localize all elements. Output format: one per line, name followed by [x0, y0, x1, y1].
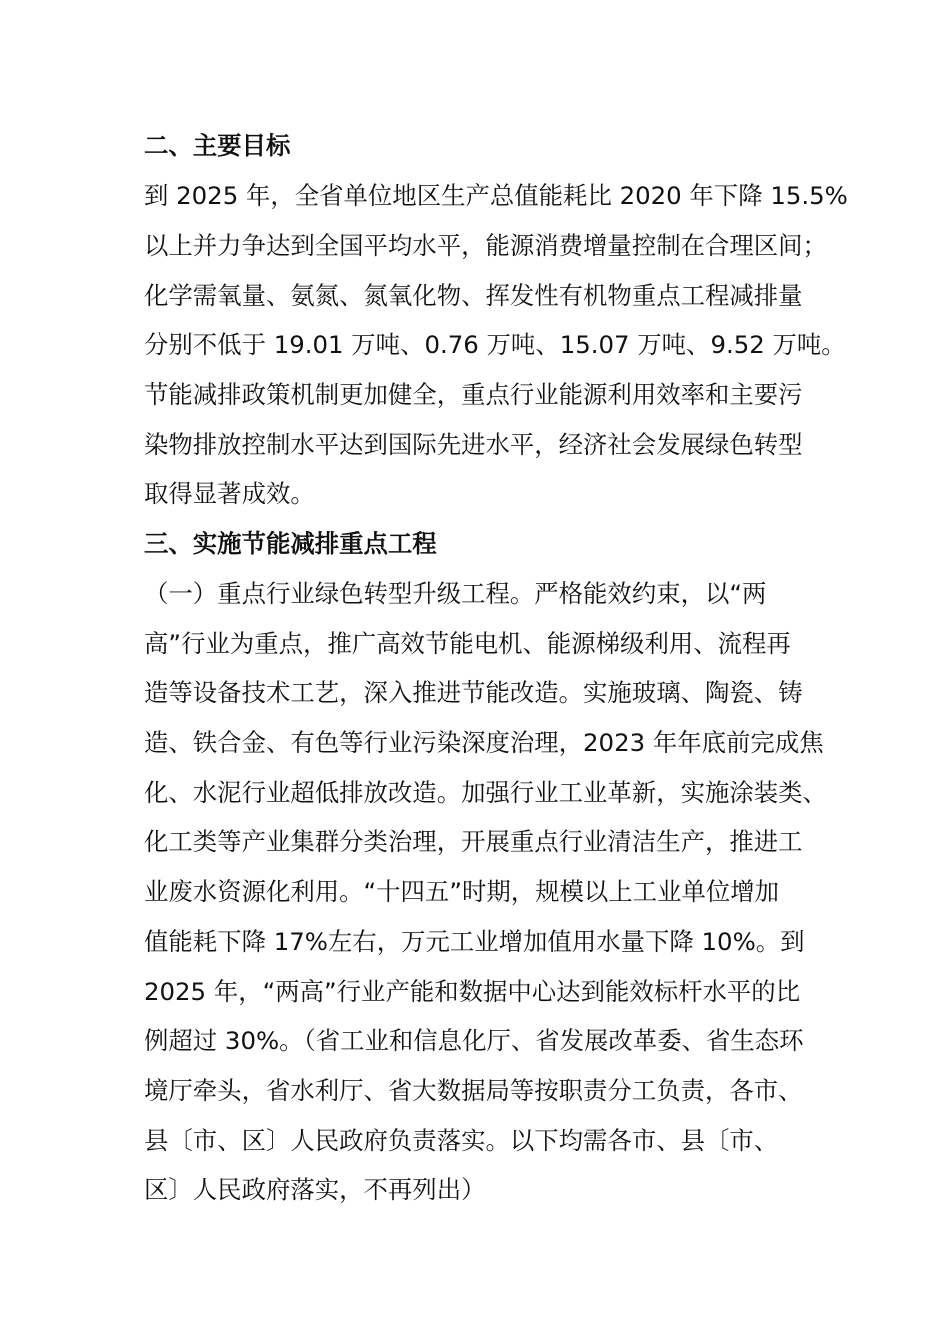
paragraph-line: （一）重点行业绿色转型升级工程。严格能效约束，以“两 — [144, 579, 767, 608]
paragraph-line: 例超过 30%。（省工业和信息化厅、省发展改革委、省生态环 — [144, 1026, 804, 1055]
paragraph-line: 境厅牵头，省水利厅、省大数据局等按职责分工负责，各市、 — [144, 1076, 803, 1105]
paragraph-line: 值能耗下降 17%左右，万元工业增加值用水量下降 10%。到 — [144, 927, 805, 956]
paragraph-line: 以上并力争达到全国平均水平，能源消费增量控制在合理区间； — [144, 231, 827, 260]
paragraph-line: 节能减排政策机制更加健全，重点行业能源利用效率和主要污 — [144, 380, 803, 409]
section-heading-main-goals: 二、主要目标 — [144, 131, 291, 160]
paragraph-line: 分别不低于 19.01 万吨、0.76 万吨、15.07 万吨、9.52 万吨。 — [144, 330, 846, 359]
paragraph-line: 造等设备技术工艺，深入推进节能改造。实施玻璃、陶瓷、铸 — [144, 678, 803, 707]
paragraph-line: 高”行业为重点，推广高效节能电机、能源梯级利用、流程再 — [144, 629, 791, 658]
paragraph-line: 化工类等产业集群分类治理，开展重点行业清洁生产，推进工 — [144, 827, 803, 856]
paragraph-line: 化学需氧量、氨氮、氮氧化物、挥发性有机物重点工程减排量 — [144, 281, 803, 310]
paragraph-line: 染物排放控制水平达到国际先进水平，经济社会发展绿色转型 — [144, 430, 803, 459]
paragraph-line: 业废水资源化利用。“十四五”时期，规模以上工业单位增加 — [144, 877, 780, 906]
paragraph-line: 化、水泥行业超低排放改造。加强行业工业革新，实施涂装类、 — [144, 778, 827, 807]
paragraph-line: 2025 年，“两高”行业产能和数据中心达到能效标杆水平的比 — [144, 977, 801, 1006]
paragraph-line: 区〕人民政府落实，不再列出） — [144, 1175, 486, 1204]
paragraph-line: 到 2025 年，全省单位地区生产总值能耗比 2020 年下降 15.5% — [144, 181, 848, 210]
section-heading-key-projects: 三、实施节能减排重点工程 — [144, 529, 437, 558]
paragraph-line: 取得显著成效。 — [144, 479, 315, 508]
paragraph-line: 县〔市、区〕人民政府负责落实。以下均需各市、县〔市、 — [144, 1126, 779, 1155]
paragraph-line: 造、铁合金、有色等行业污染深度治理，2023 年年底前完成焦 — [144, 728, 824, 757]
